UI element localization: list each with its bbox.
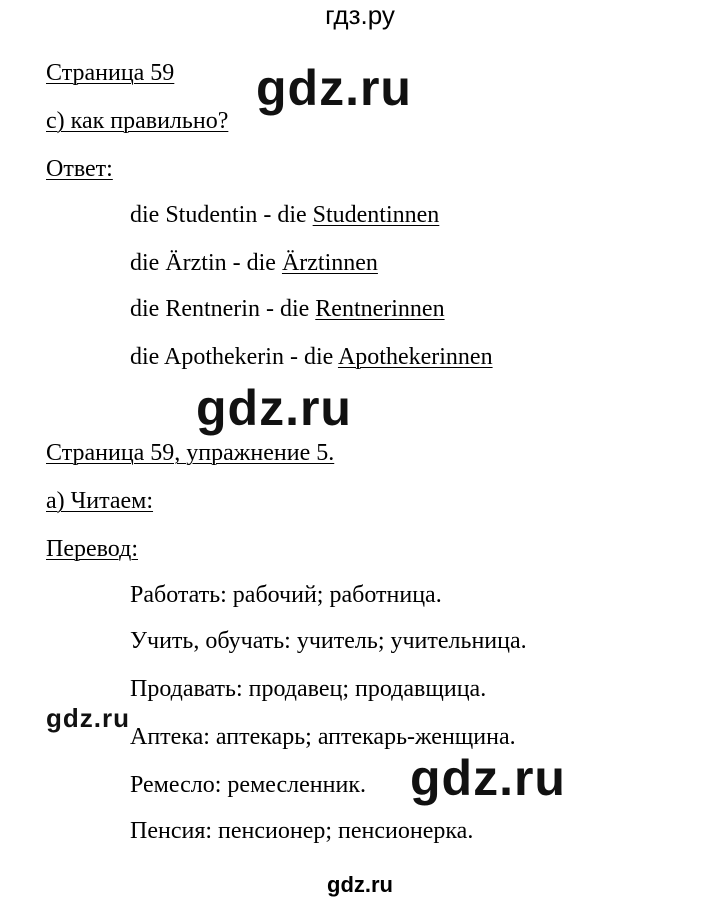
singular-form: die Rentnerin - die: [130, 296, 316, 322]
answer-pair-4: [130, 342, 493, 372]
singular-form: die Studentin - die: [130, 202, 313, 228]
plural-form: Studentinnen: [312, 202, 440, 228]
translation-line-3: Продавать: продавец; продавщица.: [130, 676, 487, 702]
header-site-name: гдз.ру: [325, 0, 395, 30]
plural-form: Apothekerinnen: [337, 344, 493, 370]
watermark: gdz.ru: [256, 60, 412, 116]
task-heading-1: c) как правильно?: [46, 108, 229, 134]
translation-line-2: Учить, обучать: учитель; учительница.: [130, 628, 527, 654]
answer-pair-2: [130, 248, 378, 278]
singular-form: die Apothekerin - die: [130, 344, 338, 370]
task-heading-2: а) Читаем:: [46, 488, 154, 514]
plural-form: Ärztinnen: [281, 250, 378, 276]
translation-line-5: Ремесло: ремесленник.: [130, 772, 366, 798]
answer-pair-1: [130, 200, 439, 230]
translation-line-4: Аптека: аптекарь; аптекарь-женщина.: [130, 724, 516, 750]
watermark: gdz.ru: [410, 750, 566, 806]
answer-pair-3: [130, 294, 445, 324]
answer-label: Ответ:: [46, 156, 113, 182]
footer-site-name: gdz.ru: [327, 872, 393, 897]
watermark: gdz.ru: [196, 380, 352, 436]
singular-form: die Ärztin - die: [130, 250, 282, 276]
watermark: gdz.ru: [46, 703, 130, 733]
page-heading-1: Страница 59: [46, 60, 175, 86]
page-heading-2: Страница 59, упражнение 5.: [46, 440, 335, 466]
translation-line-1: Работать: рабочий; работница.: [130, 582, 442, 608]
plural-form: Rentnerinnen: [315, 296, 445, 322]
translation-line-6: Пенсия: пенсионер; пенсионерка.: [130, 818, 474, 844]
translation-label: Перевод:: [46, 536, 138, 562]
